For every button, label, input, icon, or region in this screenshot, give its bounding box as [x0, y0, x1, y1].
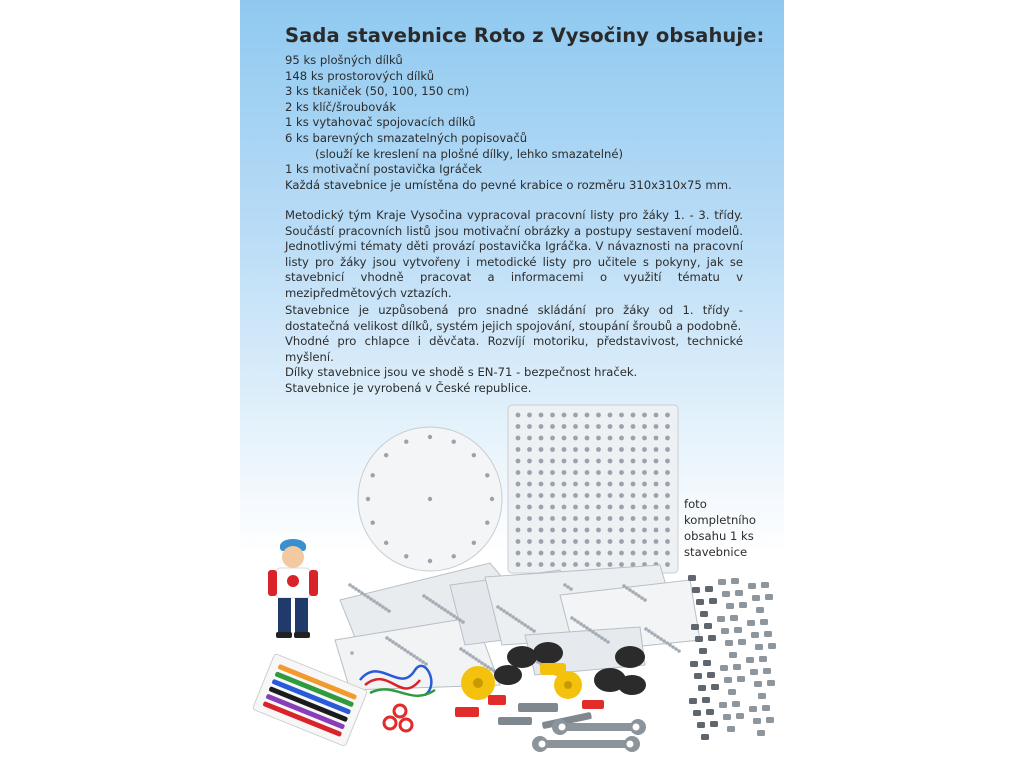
contents-list: [285, 53, 765, 193]
screws-and-nuts: [688, 575, 776, 740]
contents-item: 3 ks tkaniček (50, 100, 150 cm): [285, 84, 470, 99]
contents-item: 148 ks prostorových dílků: [285, 68, 435, 83]
product-photo: [240, 395, 784, 768]
caption-line: stavebnice: [684, 545, 748, 559]
contents-item: 2 ks klíč/šroubovák: [285, 99, 397, 114]
caption-line: foto: [684, 497, 707, 511]
contents-item: 6 ks barevných smazatelných popisovačů: [285, 130, 528, 145]
features-line: Vhodné pro chlapce i děvčata. Rozvíjí motoriku, představivost, technické myšlení.: [285, 334, 743, 364]
features-line: Dílky stavebnice jsou ve shodě s EN-71 - bezpečnost hraček.: [285, 365, 638, 380]
igracek-figure: [268, 539, 318, 638]
page-title: Sada stavebnice Roto z Vysočiny obsahuje:: [285, 24, 765, 47]
caption-line: kompletního: [684, 513, 756, 527]
features-paragraph: [285, 303, 743, 397]
photo-caption: [684, 496, 774, 560]
document-page: [240, 0, 784, 768]
contents-item: 95 ks plošných dílků: [285, 53, 403, 67]
features-line: Stavebnice je uzpůsobená pro snadné skládání pro žáky od 1. třídy - dostatečná velikost dílků, systém jejich spojování, stoupání šroubů a podobně.: [285, 303, 743, 333]
contents-item-note: (slouží ke kreslení na plošné dílky, lehko smazatelné): [315, 146, 624, 161]
contents-box-note: Každá stavebnice je umístěna do pevné krabice o rozměru 310x310x75 mm.: [285, 177, 732, 192]
methodology-paragraph: Metodický tým Kraje Vysočina vypracoval pracovní listy pro žáky 1. - 3. třídy. Součástí pracovních listů jsou motivační obrázky a postupy sestavení modelů. Jednotlivými tématy děti provází postavička Igráčka. V návaznosti na pracovní listy pro žáky jsou vytvořeny i metodické listy pro učitele s pokyny, jak se stavebnicí vhodně pracovat a informacemi o využití tématu v mezipředmětových vztazích.: [285, 208, 743, 300]
features-line: Stavebnice je vyrobená v České republice.: [285, 380, 532, 395]
contents-item: 1 ks motivační postavička Igráček: [285, 162, 483, 177]
contents-item: 1 ks vytahovač spojovacích dílků: [285, 115, 476, 130]
caption-line: obsahu 1 ks: [684, 529, 754, 543]
round-plate: [358, 427, 502, 571]
square-pegboard: [508, 405, 678, 573]
